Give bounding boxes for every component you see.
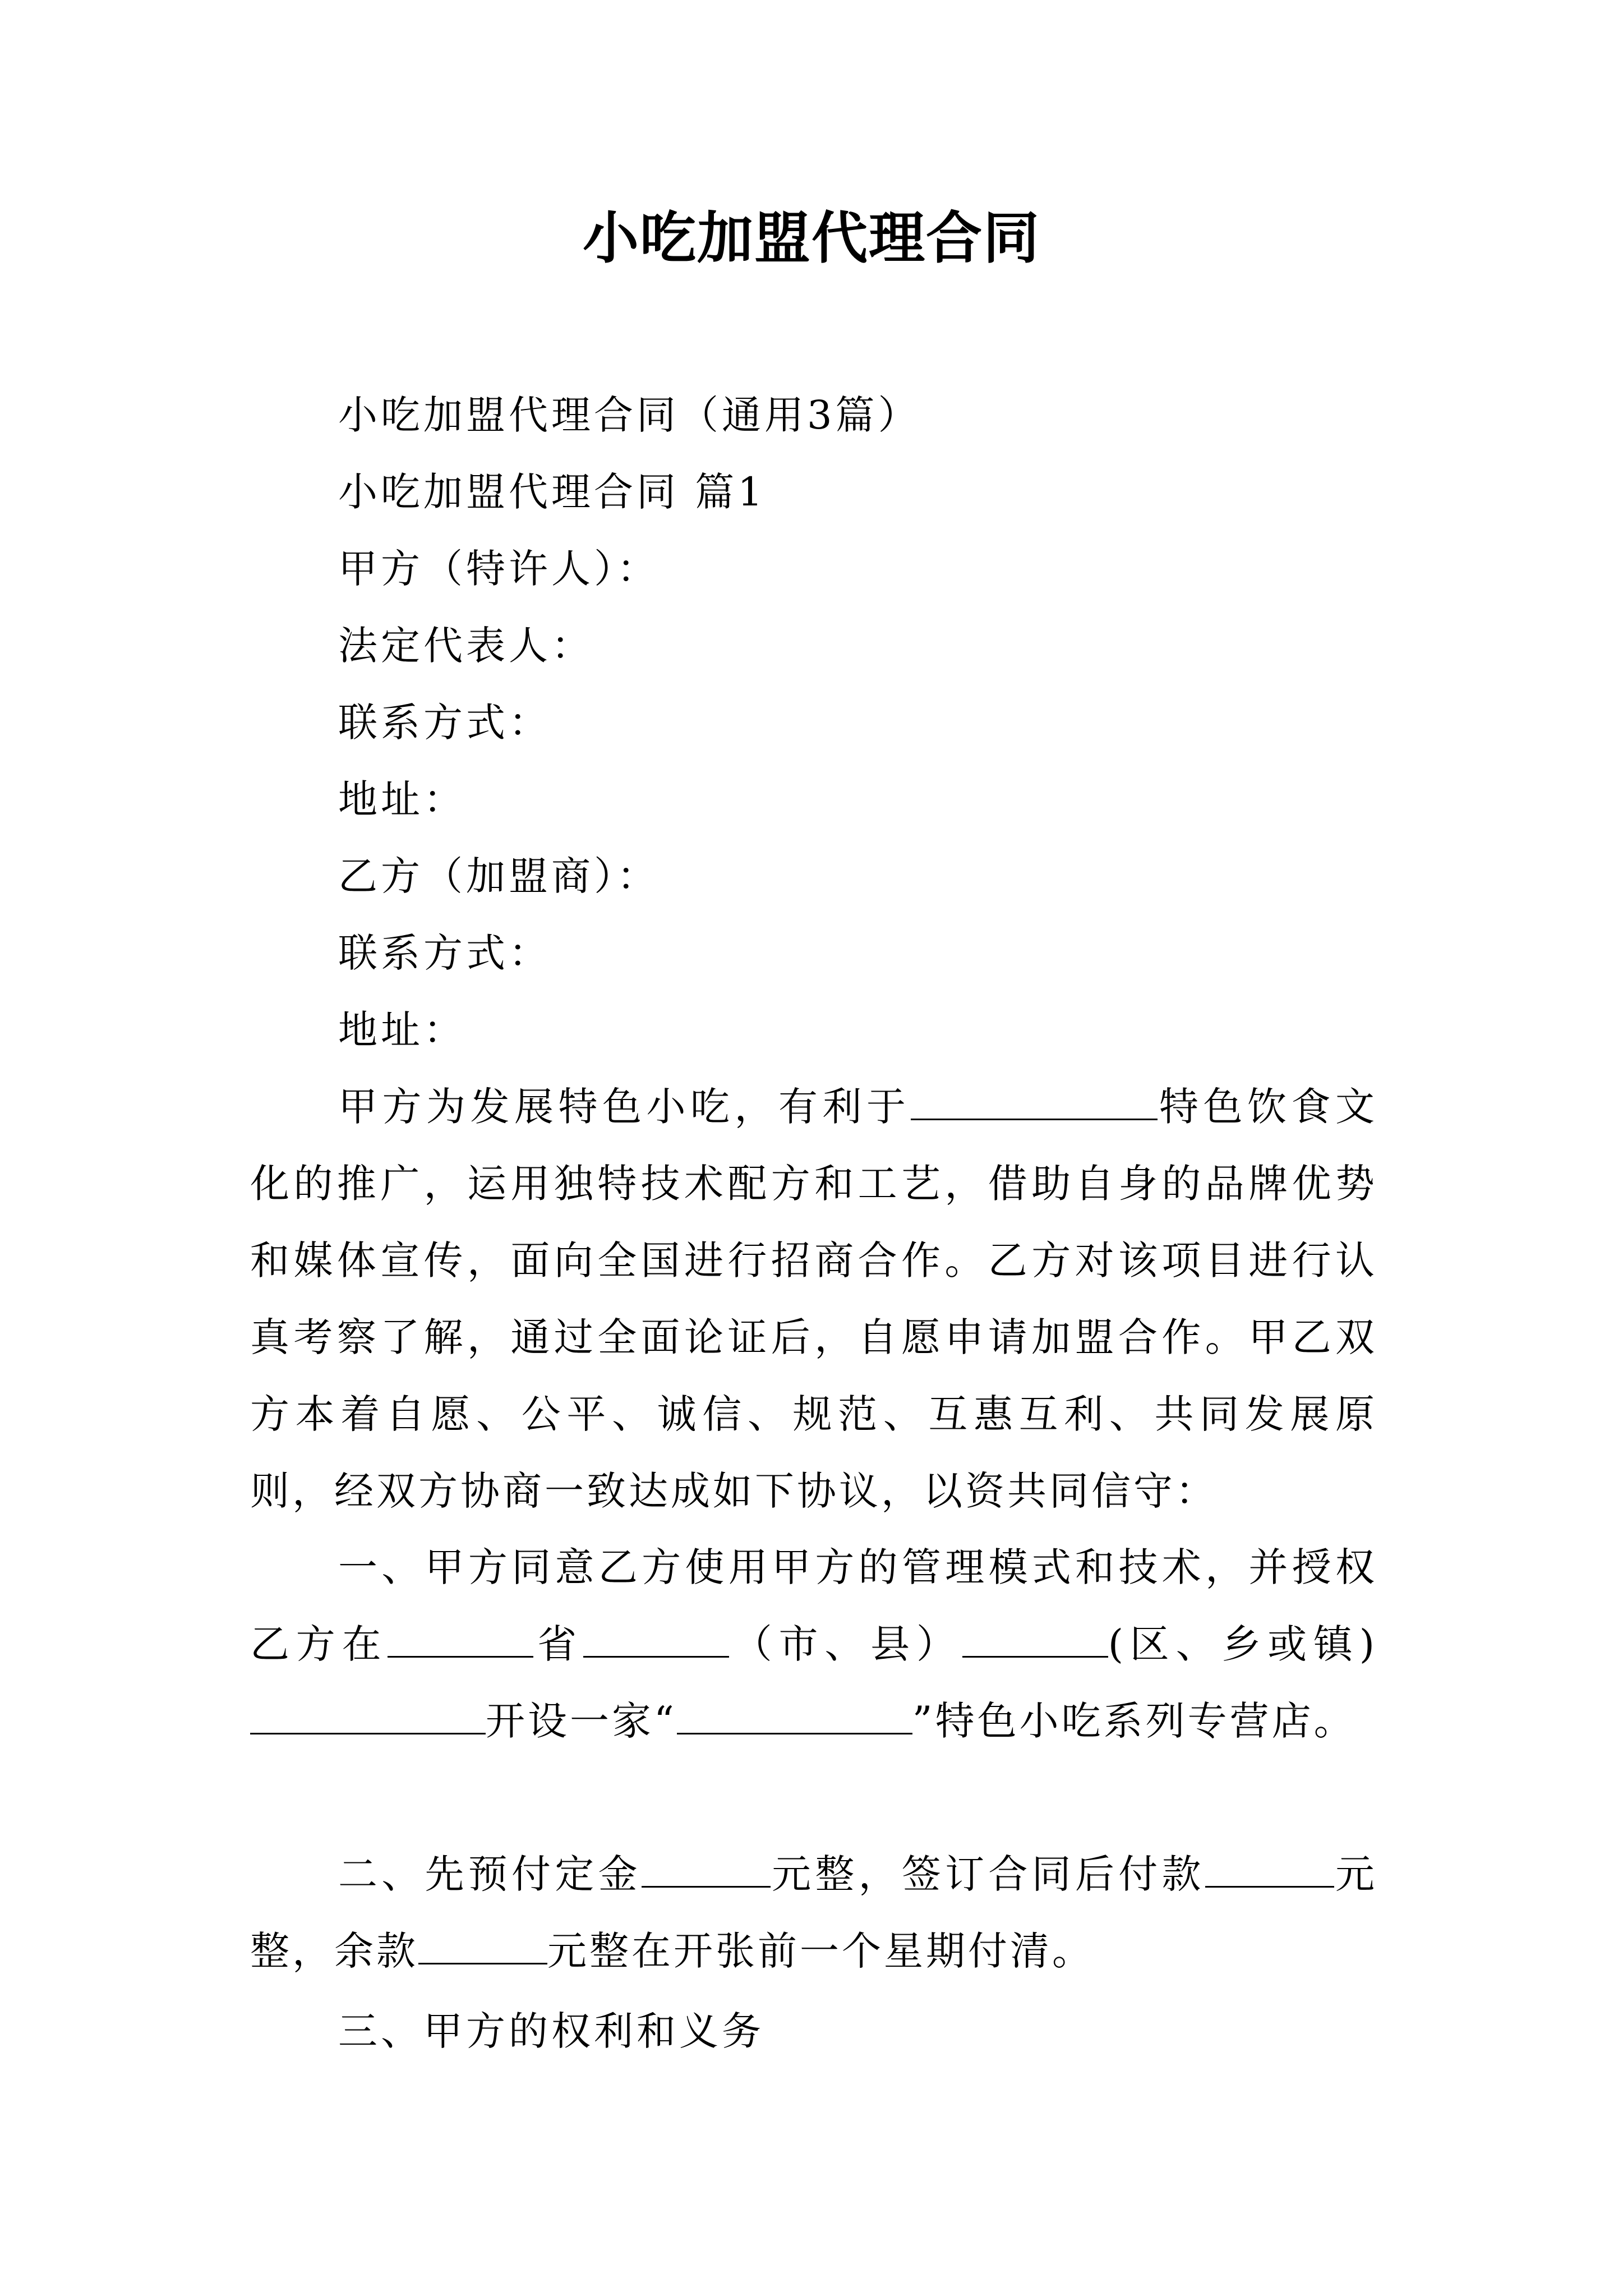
- blank-line: [418, 1922, 547, 1964]
- blank-line: [388, 1616, 533, 1658]
- clause-2-text-3: 元整，余款: [250, 1851, 1378, 1974]
- blank-line: [911, 1078, 1158, 1120]
- blank-line: [677, 1692, 912, 1734]
- clause-1-text-3: （市、县）: [728, 1621, 962, 1667]
- clause-2-text-1: 二、先预付定金: [338, 1851, 642, 1897]
- blank-line: [250, 1692, 486, 1734]
- document-subtitle: 小吃加盟代理合同（通用3篇）: [338, 392, 921, 438]
- blank-line: [962, 1616, 1108, 1658]
- party-b-address-field: 地址：: [338, 1007, 466, 1053]
- document-title: 小吃加盟代理合同: [583, 205, 1040, 271]
- clause-3-heading: 三、甲方的权利和义务: [338, 2008, 764, 2054]
- clause-2-text-4: 元整在开张前一个星期付清。: [547, 1928, 1094, 1974]
- blank-line: [583, 1616, 729, 1658]
- clause-1-text-1: 一、甲方同意乙方使用甲方的管理模式和技术，并授权乙方在: [250, 1544, 1377, 1667]
- section-heading: 小吃加盟代理合同 篇1: [338, 469, 766, 515]
- blank-line: [1205, 1846, 1334, 1888]
- clause-1-text-5: 开设一家“: [486, 1698, 677, 1744]
- legal-representative-field: 法定代表人：: [338, 623, 594, 669]
- preamble-text-2: 特色饮食文化的推广，运用独特技术配方和工艺，借助自身的品牌优势和媒体宣传，面向全国进行招商合作。乙方对该项目进行认真考察了解，通过全面论证后，自愿申请加盟合作。甲乙双方本着自愿、公平、诚信、规范、互惠互利、共同发展原则，经双方协商一致达成如下协议，以资共同信守：: [250, 1084, 1377, 1514]
- party-b-field: 乙方（加盟商）：: [338, 853, 660, 899]
- clause-1-text-2: 省: [533, 1621, 583, 1667]
- clause-1-text-6: ”特色小吃系列专营店。: [912, 1698, 1356, 1744]
- blank-line: [642, 1846, 771, 1888]
- clause-2-paragraph: [250, 1836, 1377, 1990]
- party-b-contact-field: 联系方式：: [338, 930, 551, 976]
- clause-1-paragraph: [250, 1529, 1377, 1760]
- clause-2-text-2: 元整，签订合同后付款: [770, 1851, 1205, 1897]
- party-a-field: 甲方（特许人）：: [338, 546, 660, 592]
- clause-1-text-4: (区、乡或镇): [1108, 1621, 1378, 1667]
- party-a-address-field: 地址：: [338, 776, 466, 822]
- party-a-contact-field: 联系方式：: [338, 700, 551, 746]
- preamble-paragraph: [250, 1069, 1377, 1530]
- preamble-text-1: 甲方为发展特色小吃，有利于: [338, 1084, 911, 1130]
